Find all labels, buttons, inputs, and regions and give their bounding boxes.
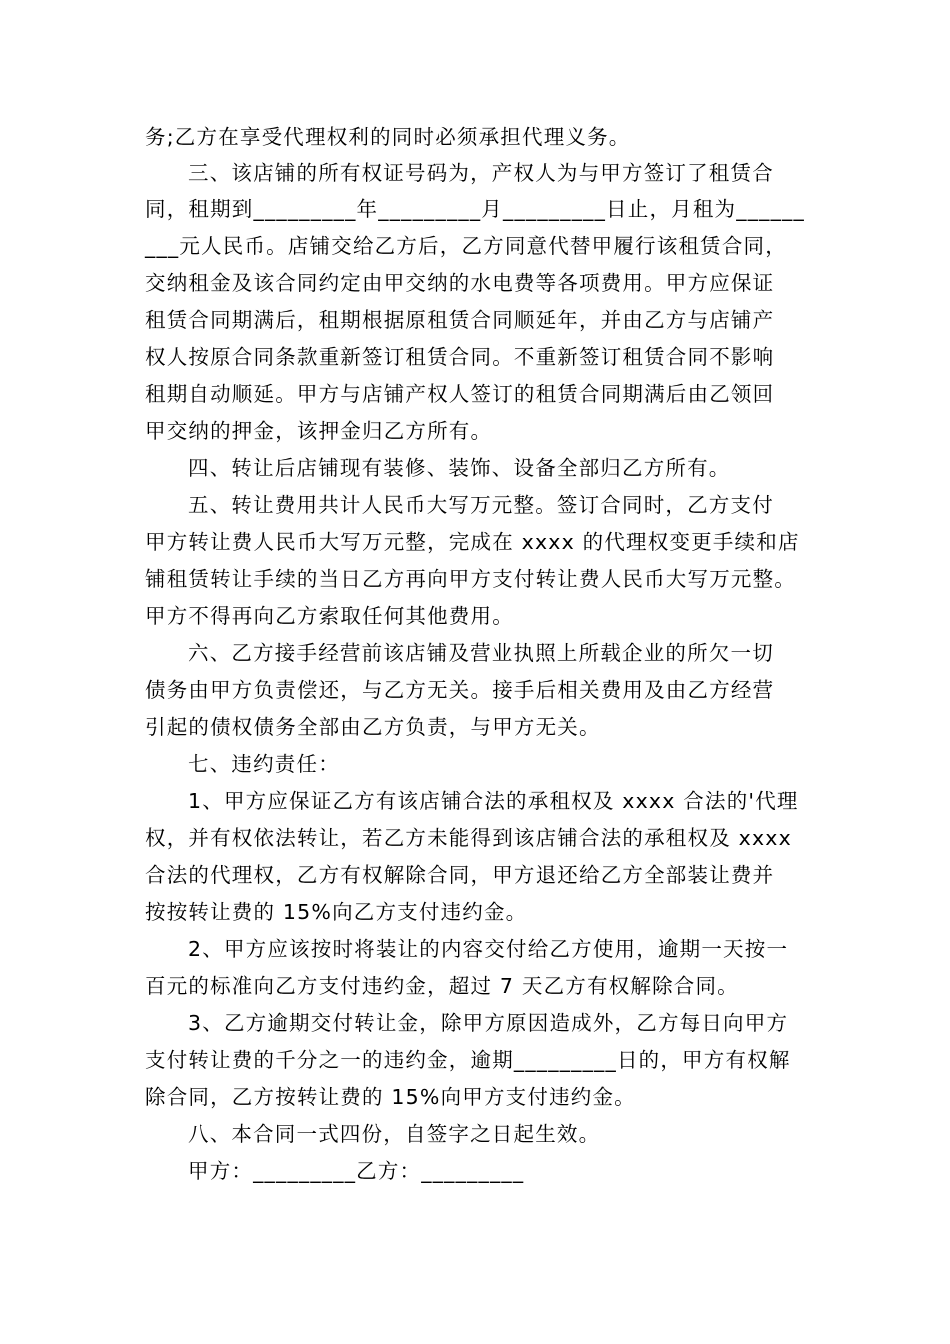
text-line: 六、乙方接手经营前该店铺及营业执照上所载企业的所欠一切 [188, 641, 774, 665]
text-line: 权人按原合同条款重新签订租赁合同。不重新签订租赁合同不影响 [145, 345, 775, 369]
text-line: 七、违约责任： [188, 752, 340, 776]
text-line: 债务由甲方负责偿还，与乙方无关。接手后相关费用及由乙方经营 [145, 678, 775, 702]
text-line: 百元的标准向乙方支付违约金，超过 7 天乙方有权解除合同。 [145, 974, 739, 998]
text-line: 务;乙方在享受代理权利的同时必须承担代理义务。 [145, 125, 631, 149]
text-line: 三、该店铺的所有权证号码为，产权人为与甲方签订了租赁合 [188, 161, 774, 185]
text-line: 1、甲方应保证乙方有该店铺合法的承租权及 xxxx 合法的'代理 [188, 789, 799, 813]
text-line: 租赁合同期满后，租期根据原租赁合同顺延年，并由乙方与店铺产 [145, 308, 775, 332]
text-line: 四、转让后店铺现有装修、装饰、设备全部归乙方所有。 [188, 456, 731, 480]
text-line: 2、甲方应该按时将装让的内容交付给乙方使用，逾期一天按一 [188, 937, 789, 961]
text-line: 甲方不得再向乙方索取任何其他费用。 [145, 604, 514, 628]
signature-line: 甲方：_________乙方：_________ [188, 1159, 525, 1183]
text-line: 除合同，乙方按转让费的 15%向甲方支付违约金。 [145, 1085, 636, 1109]
text-line: 同，租期到_________年_________月_________日止，月租为______ [145, 197, 805, 221]
text-line: 租期自动顺延。甲方与店铺产权人签订的租赁合同期满后由乙领回 [145, 382, 775, 406]
text-line: ___元人民币。店铺交给乙方后，乙方同意代替甲履行该租赁合同， [145, 234, 787, 258]
text-line: 八、本合同一式四份，自签字之日起生效。 [188, 1122, 601, 1146]
text-line: 交纳租金及该合同约定由甲交纳的水电费等各项费用。甲方应保证 [145, 271, 775, 295]
text-line: 3、乙方逾期交付转让金，除甲方原因造成外，乙方每日向甲方 [188, 1011, 789, 1035]
text-line: 甲交纳的押金，该押金归乙方所有。 [145, 419, 493, 443]
text-line: 按按转让费的 15%向乙方支付违约金。 [145, 900, 528, 924]
text-line: 权，并有权依法转让，若乙方未能得到该店铺合法的承租权及 xxxx [145, 826, 792, 850]
text-line: 支付转让费的千分之一的违约金，逾期_________日的，甲方有权解 [145, 1048, 791, 1072]
text-line: 五、转让费用共计人民币大写万元整。签订合同时，乙方支付 [188, 493, 774, 517]
text-line: 甲方转让费人民币大写万元整，完成在 xxxx 的代理权变更手续和店 [145, 530, 800, 554]
text-line: 引起的债权债务全部由乙方负责，与甲方无关。 [145, 715, 601, 739]
text-line: 铺租赁转让手续的当日乙方再向甲方支付转让费人民币大写万元整。 [145, 567, 796, 591]
text-line: 合法的代理权，乙方有权解除合同，甲方退还给乙方全部装让费并 [145, 863, 775, 887]
